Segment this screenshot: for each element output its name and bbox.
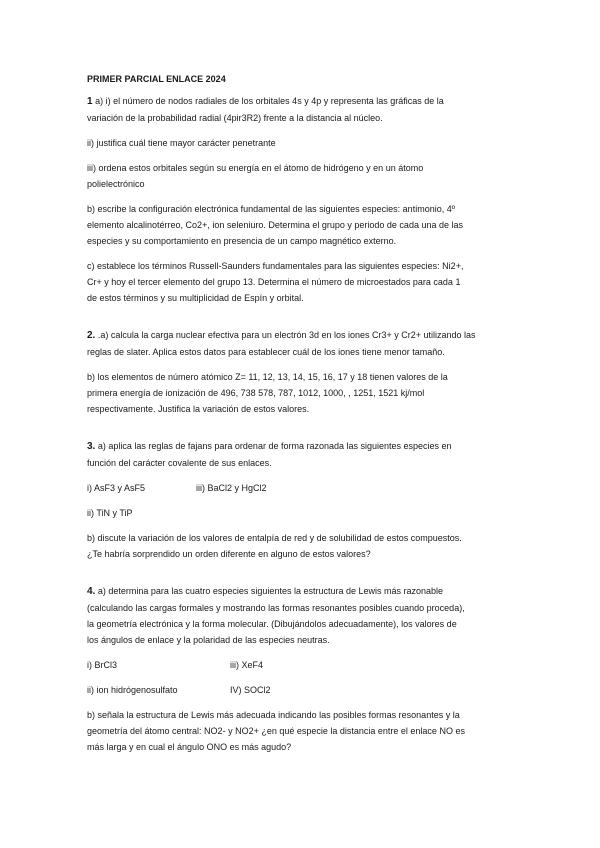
text-line: geometría del átomo central: NO2- y NO2+ ¿en qué especie la distancia entre el enlace NO es — [87, 726, 465, 736]
q2-number: 2. — [87, 330, 96, 341]
text-line: reglas de slater. Aplica estos datos para establecer cuál de los iones tiene menor tamaño. — [87, 347, 445, 357]
text-line — [87, 93, 527, 110]
text-line: los ángulos de enlace y la polaridad de las especies neutras. — [87, 635, 330, 645]
text-span: .a) calcula la carga nuclear efectiva para un electrón 3d en los iones Cr3+ y Cr2+ utilizando las — [95, 330, 476, 340]
q1-part-a-iii — [87, 160, 527, 192]
q4-item-ii: ii) ion hidrógenosulfato — [87, 685, 178, 695]
q3-item-ii: ii) TiN y TiP — [87, 508, 133, 518]
q4-part-b — [87, 707, 527, 755]
text-line — [87, 583, 527, 600]
text-span: a) aplica las reglas de fajans para ordenar de forma razonada las siguientes especies en — [95, 441, 452, 451]
text-line: polielectrónico — [87, 179, 145, 189]
document-body — [87, 71, 527, 764]
q1-number: 1 — [87, 96, 93, 107]
text-span: a) i) el número de nodos radiales de los orbitales 4s y 4p y representa las gráficas de la — [95, 96, 444, 106]
q4-item-iv: IV) SOCl2 — [230, 685, 271, 695]
text-line: iii) ordena estos orbitales según su energía en el átomo de hidrógeno y en un átomo — [87, 163, 424, 173]
q4-number: 4. — [87, 586, 96, 597]
text-span: a) determina para las cuatro especies siguientes la estructura de Lewis más razonable — [95, 586, 444, 596]
q4-items-row-2 — [87, 682, 527, 698]
q1-part-a-ii — [87, 135, 527, 151]
q4-items-row-1 — [87, 657, 527, 673]
text-line: función del carácter covalente de sus enlaces. — [87, 458, 272, 468]
q3-item-iii: iii) BaCl2 y HgCl2 — [196, 483, 267, 493]
q3-part-a — [87, 438, 527, 471]
q2-part-a — [87, 327, 527, 360]
text-line: respectivamente. Justifica la variación de estos valores. — [87, 404, 310, 414]
q1-part-c — [87, 258, 527, 306]
text-line: b) escribe la configuración electrónica fundamental de las siguientes especies: antimonio, 4º — [87, 204, 455, 214]
text-line: ¿Te habría sorprendido un orden diferente en alguno de estos valores? — [87, 549, 371, 559]
text-line: b) los elementos de número atómico Z= 11, 12, 13, 14, 15, 16, 17 y 18 tienen valores de la — [87, 372, 448, 382]
text-line — [87, 438, 527, 455]
text-line: c) establece los términos Russell-Saunders fundamentales para las siguientes especies: Ni2+, — [87, 261, 464, 271]
text-line: b) discute la variación de los valores de entalpía de red y de solubilidad de estos compuestos. — [87, 533, 462, 543]
document-title: PRIMER PARCIAL ENLACE 2024 — [87, 74, 226, 84]
text-line: primera energía de ionización de 496, 738 578, 787, 1012, 1000, , 1251, 1521 kj/mol — [87, 388, 425, 398]
text-line: variación de la probabilidad radial (4pir3R2) frente a la distancia al núcleo. — [87, 113, 383, 123]
q1-part-b — [87, 201, 527, 249]
q4-part-a — [87, 583, 527, 648]
q2-part-b — [87, 369, 527, 417]
text-line: la geometría electrónica y la forma molecular. (Dibujándolos adecuadamente), los valores de — [87, 619, 457, 629]
q3-item-i: i) AsF3 y AsF5 — [87, 483, 146, 493]
text-line: más larga y en cual el ángulo ONO es más agudo? — [87, 742, 292, 752]
text-line: especies y su comportamiento en presencia de un campo magnético externo. — [87, 236, 397, 246]
text-line: de estos términos y su multiplicidad de Espín y orbital. — [87, 293, 304, 303]
q4-item-i: i) BrCl3 — [87, 660, 118, 670]
text-line — [87, 327, 527, 344]
q3-number: 3. — [87, 441, 96, 452]
text-line: elemento alcalinotérreo, Co2+, ion seleniuro. Determina el grupo y periodo de cada una de las — [87, 220, 463, 230]
q3-part-b — [87, 530, 527, 562]
q4-item-iii: iii) XeF4 — [230, 660, 264, 670]
q3-items-row-1 — [87, 480, 527, 496]
text-line: ii) justifica cuál tiene mayor carácter penetrante — [87, 138, 276, 148]
text-line: b) señala la estructura de Lewis más adecuada indicando las posibles formas resonantes y la — [87, 710, 460, 720]
text-line: Cr+ y hoy el tercer elemento del grupo 13. Determina el número de microestados para cada 1 — [87, 277, 461, 287]
text-line: (calculando las cargas formales y mostrando las formas resonantes posibles cuando proceda), — [87, 603, 465, 613]
q1-part-a-i — [87, 93, 527, 126]
